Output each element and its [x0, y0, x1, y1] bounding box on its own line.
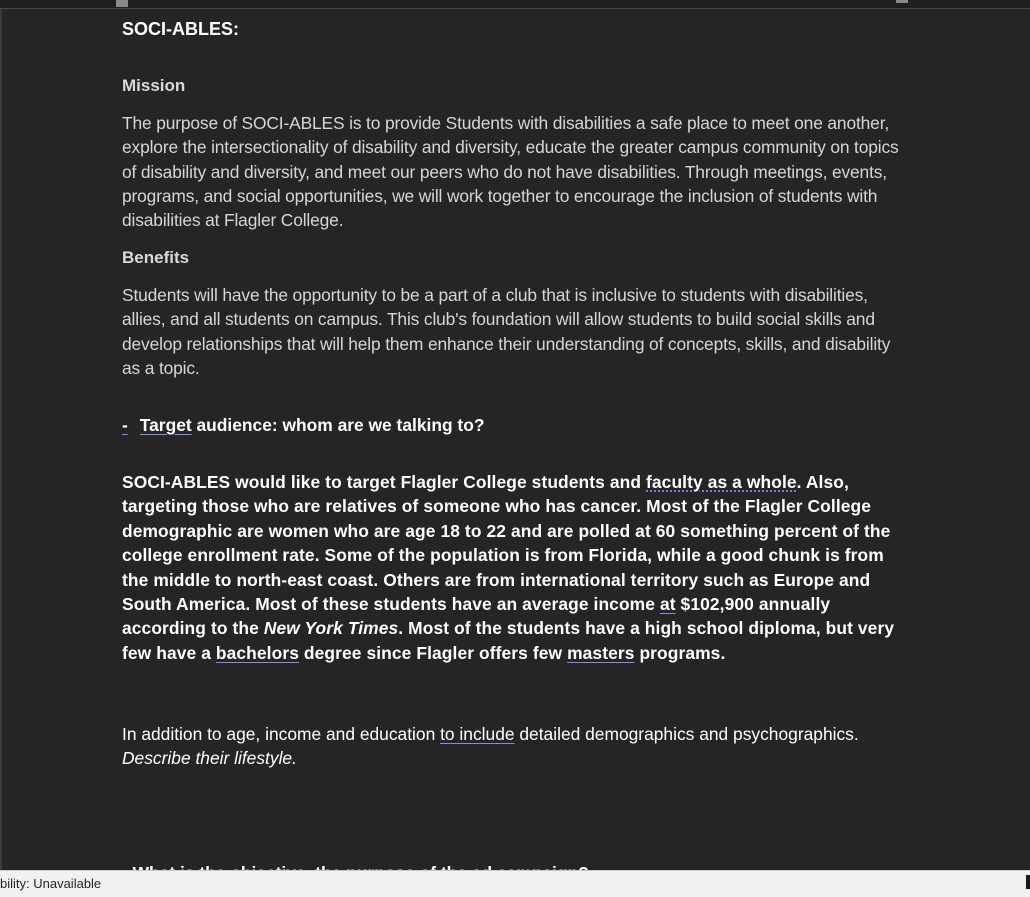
audience-text-6: programs. — [634, 642, 726, 663]
mission-paragraph: The purpose of SOCI-ABLES is to provide Students with disabilities a safe place to meet one another, explore the intersectionality of disability and diversity, educate the greater campus community on topics of disability and diversity, and meet our peers who do not have disabilities. Through meetings, events, programs, and social opportunities, we will work together to encourage the inclusion of students with disabilities at Flagler College. — [122, 113, 899, 231]
document-title: SOCI-ABLES: — [122, 19, 239, 39]
benefits-paragraph: Students will have the opportunity to be a part of a club that is inclusive to students with disabilities, allies, and all students on campus. This club's foundation will allow students to build social skills and develop relationships that will help them enhance their understanding of concepts, skills, and disability as a topic. — [122, 285, 891, 378]
target-word[interactable]: Target — [139, 415, 192, 435]
grammar-flag-to-include[interactable]: to include — [440, 724, 515, 744]
ruler-indent-marker[interactable] — [116, 0, 128, 7]
target-audience-heading — [122, 413, 912, 437]
accessibility-status[interactable]: bility: Unavailable — [0, 876, 102, 891]
grammar-flag-masters[interactable]: masters — [567, 642, 635, 663]
audience-text-1: SOCI-ABLES would like to target Flagler College students and — [122, 472, 647, 492]
addition-text-1: In addition to age, income and education — [122, 724, 441, 744]
addition-italic-lifestyle: Describe their lifestyle. — [122, 748, 297, 769]
addition-paragraph — [122, 722, 922, 771]
audience-text-4: . Most of the students have a high school diploma, but very few have a — [122, 618, 895, 663]
audience-text-2: . Also, targeting those who are relatives of someone who has cancer. Most of the Flagler College demographic are women who are age 18 to 22 and are polled at 60 something percent of the college enrollment rate. Some of the population is from Florida, while a good chunk is from the middle to north-east coast. Others are from international territory such as Europe and South America. Most of these students have an average income — [122, 472, 891, 615]
grammar-flag-bachelors[interactable]: bachelors — [215, 642, 299, 663]
ruler-right-margin-marker[interactable] — [896, 0, 908, 3]
benefits-heading: Benefits — [122, 248, 190, 267]
status-bar-edge-icon — [1026, 875, 1030, 889]
ruler-strip — [0, 0, 1030, 9]
grammar-flag-faculty[interactable]: faculty as a whole — [646, 472, 797, 492]
bullet-dash: - — [122, 415, 128, 435]
audience-italic-source: New York Times — [263, 618, 399, 639]
document-page[interactable] — [2, 9, 1030, 870]
audience-text-3: $102,900 annually according to the — [122, 594, 831, 639]
addition-text-2: detailed demographics and psychographics. — [514, 724, 859, 744]
mission-heading: Mission — [122, 76, 186, 95]
audience-paragraph — [122, 470, 907, 665]
status-bar — [0, 870, 1030, 897]
audience-text-5: degree since Flagler offers few — [298, 642, 568, 663]
target-heading-rest: audience: whom are we talking to? — [191, 415, 485, 435]
grammar-flag-at[interactable]: at — [659, 594, 676, 615]
